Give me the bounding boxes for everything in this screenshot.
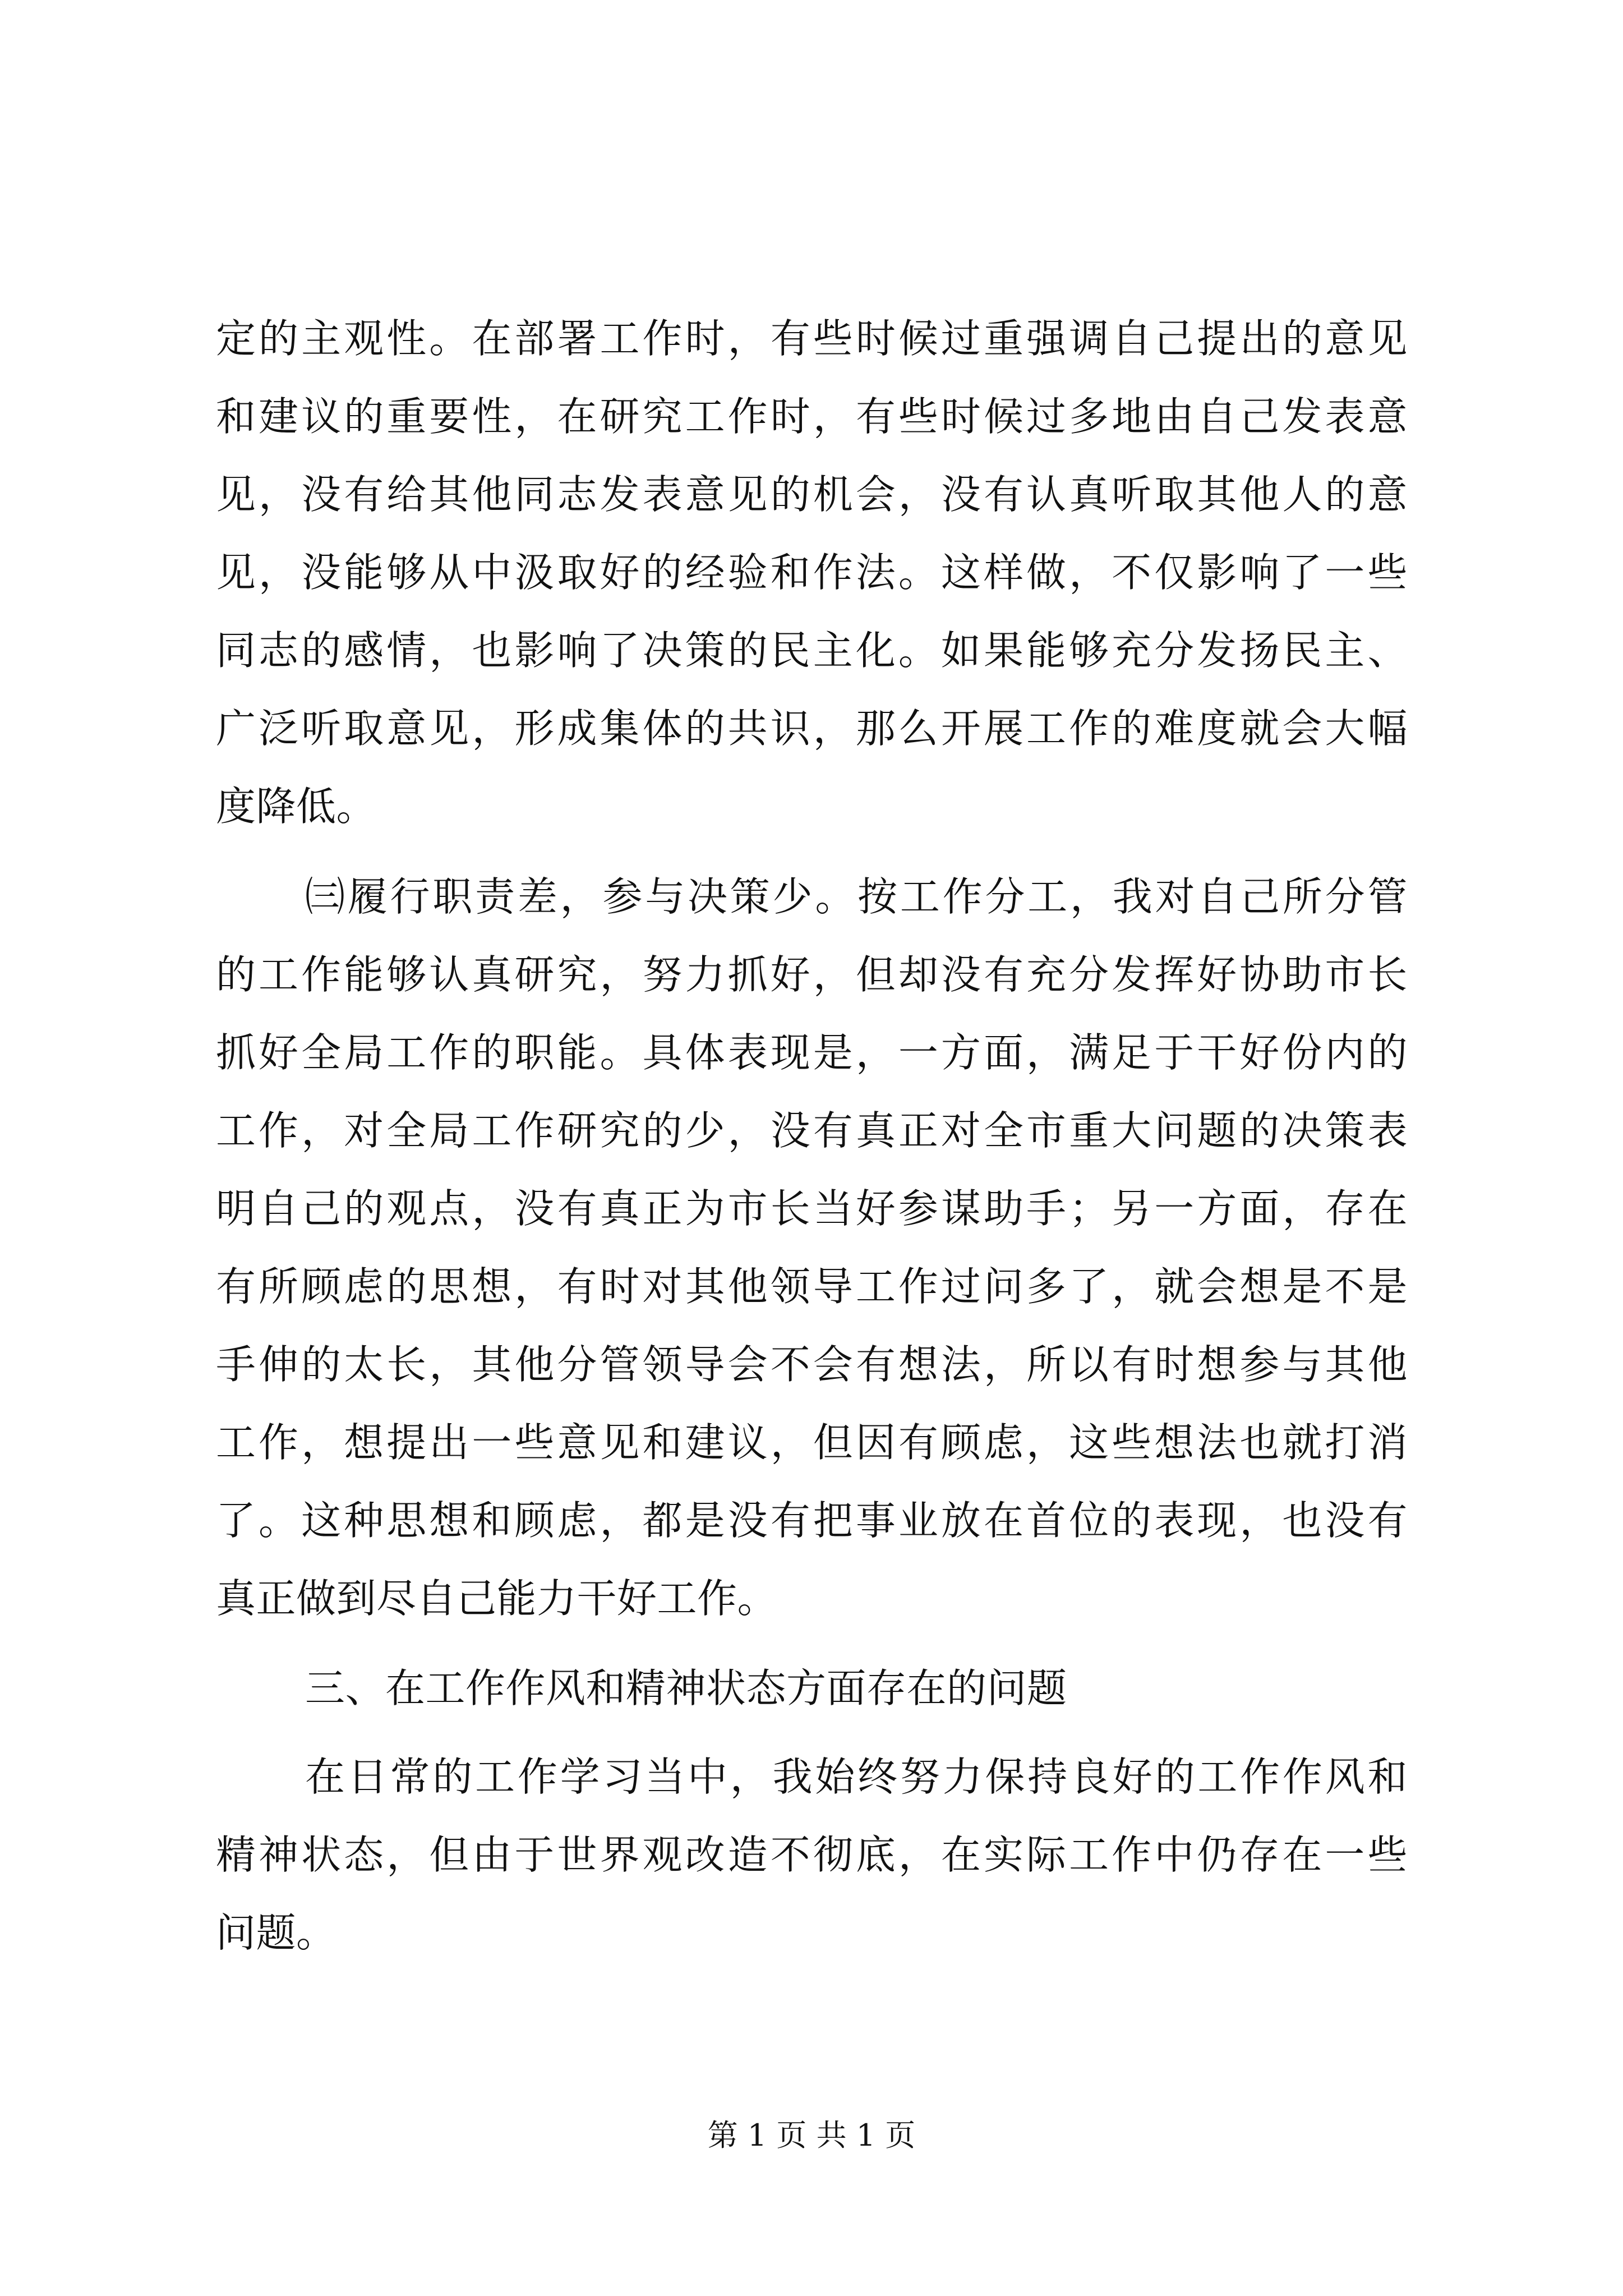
text-line-14: 手伸的太长，其他分管领导会不会有想法，所以有时想参与其他	[216, 1341, 1408, 1388]
text-line-8: ㈢履行职责差，参与决策少。按工作分工，我对自己所分管	[305, 873, 1408, 920]
section-heading: 三、在工作作风和精神状态方面存在的问题	[305, 1665, 1067, 1711]
text-line-12: 明自己的观点，没有真正为市长当好参谋助手；另一方面，存在	[216, 1185, 1408, 1232]
text-line-15: 工作，想提出一些意见和建议，但因有顾虑，这些想法也就打消	[216, 1419, 1408, 1466]
text-line-13: 有所顾虑的思想，有时对其他领导工作过问多了，就会想是不是	[216, 1263, 1408, 1310]
text-line-4: 见，没能够从中汲取好的经验和作法。这样做，不仅影响了一些	[216, 549, 1408, 596]
text-line-11: 工作，对全局工作研究的少，没有真正对全市重大问题的决策表	[216, 1107, 1408, 1154]
text-line-9: 的工作能够认真研究，努力抓好，但却没有充分发挥好协助市长	[216, 951, 1408, 998]
text-line-1: 定的主观性。在部署工作时，有些时候过重强调自己提出的意见	[216, 315, 1408, 362]
text-line-20: 精神状态，但由于世界观改造不彻底，在实际工作中仍存在一些	[216, 1832, 1408, 1878]
text-line-6: 广泛听取意见，形成集体的共识，那么开展工作的难度就会大幅	[216, 705, 1408, 752]
text-line-17: 真正做到尽自己能力干好工作。	[216, 1575, 778, 1622]
text-line-5: 同志的感情，也影响了决策的民主化。如果能够充分发扬民主、	[216, 627, 1408, 674]
text-line-16: 了。这种思想和顾虑，都是没有把事业放在首位的表现，也没有	[216, 1497, 1408, 1544]
text-line-10: 抓好全局工作的职能。具体表现是，一方面，满足于干好份内的	[216, 1029, 1408, 1076]
text-line-2: 和建议的重要性，在研究工作时，有些时候过多地由自己发表意	[216, 393, 1408, 440]
text-line-7: 度降低。	[216, 783, 377, 830]
page-footer: 第 1 页 共 1 页	[707, 2118, 916, 2153]
text-line-3: 见，没有给其他同志发表意见的机会，没有认真听取其他人的意	[216, 471, 1408, 518]
text-line-19: 在日常的工作学习当中，我始终努力保持良好的工作作风和	[305, 1754, 1408, 1800]
text-line-21: 问题。	[216, 1910, 336, 1956]
